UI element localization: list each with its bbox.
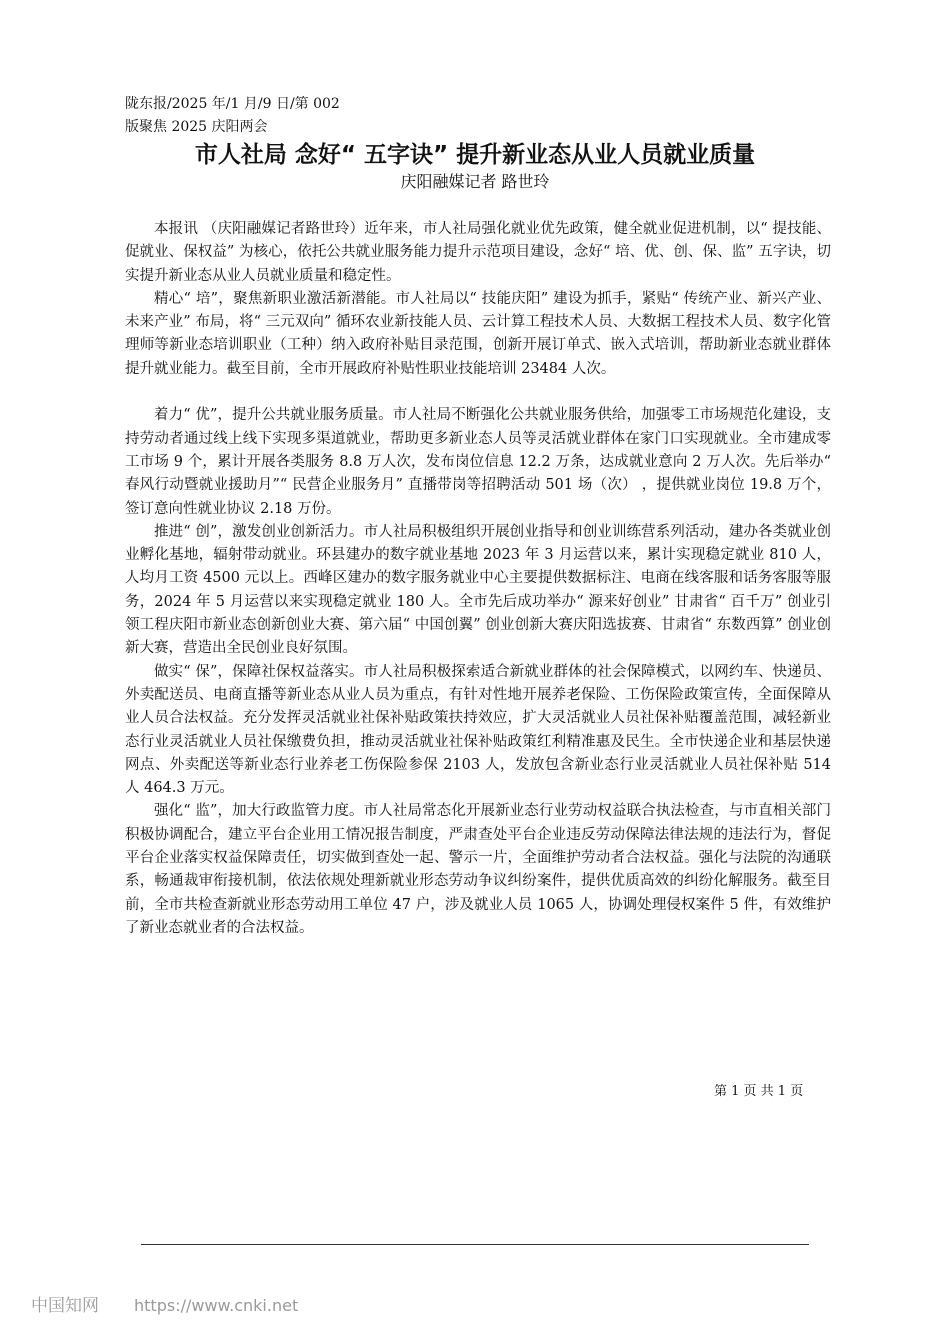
paragraph-pei: 精心“ 培”，聚焦新职业激活新潜能。市人社局以“ 技能庆阳” 建设为抓手，紧贴“ 传统产业、新兴产业、未来产业” 布局，将“ 三元双向” 循环农业新技能人员、云计算工程技术人员、大数据工程技术人员、数字化管理师等新业态培训职业（工种）纳入政府补贴目录范围，创新开展订单式、嵌入式培训，帮助新业态就业群体提升就业能力。截至目前，全市开展政府补贴性职业技能培训 23484 人次。 [125,290,831,377]
article-title: 市人社局 念好“ 五字诀” 提升新业态从业人员就业质量 [194,142,756,168]
cnki-logo: 中国知网 [31,1296,99,1316]
article-byline: 庆阳融媒记者 路世玲 [400,172,550,191]
footer-divider [141,1244,809,1245]
article-body [125,218,831,940]
paragraph-you: 着力“ 优”，提升公共就业服务质量。市人社局不断强化公共就业服务供给，加强零工市场规范化建设，支持劳动者通过线上线下实现多渠道就业，帮助更多新业态人员等灵活就业群体在家门口实现就业。全市建成零工市场 9 个，累计开展各类服务 8.8 万人次，发布岗位信息 12.2 万条，达成就业意向 2 万人次。先后举办“ 春风行动暨就业援助月”“ 民营企业服务月” 直播带岗等招聘活动 501 场（次） ，提供就业岗位 19.8 万个，签订意向性就业协议 2.18 万份。 [125,407,831,517]
page-number: 第 1 页 共 1 页 [714,1084,804,1099]
paragraph-bao: 做实“ 保”，保障社保权益落实。市人社局积极探索适合新就业群体的社会保障模式，以网约车、快递员、外卖配送员、电商直播等新业态从业人员为重点，有针对性地开展养老保险、工伤保险政策宣传，全面保障从业人员合法权益。充分发挥灵活就业社保补贴政策扶持效应，扩大灵活就业人员社保补贴覆盖范围，减轻新业态行业灵活就业人员社保缴费负担，推动灵活就业社保补贴政策红利精准惠及民生。全市快递企业和基层快递网点、外卖配送等新业态行业养老工伤保险参保 2103 人，发放包含新业态行业灵活就业人员社保补贴 514 人 464.3 万元。 [125,663,831,797]
paragraph-intro: 本报讯 （庆阳融媒记者路世玲）近年来，市人社局强化就业优先政策，健全就业促进机制，以“ 提技能、促就业、保权益” 为核心，依托公共就业服务能力提升示范项目建设，念好“ 培、优、创、保、监” 五字诀，切实提升新业态从业人员就业质量和稳定性。 [125,221,831,284]
paragraph-jian: 强化“ 监”，加大行政监管力度。市人社局常态化开展新业态行业劳动权益联合执法检查，与市直相关部门积极协调配合，建立平台企业用工情况报告制度，严肃查处平台企业违反劳动保障法律法规的违法行为，督促平台企业落实权益保障责任，切实做到查处一起、警示一片，全面维护劳动者合法权益。强化与法院的沟通联系，畅通裁审衔接机制，依法依规处理新就业形态劳动争议纠纷案件，提供优质高效的纠纷化解服务。截至目前，全市共检查新就业形态劳动用工单位 47 户，涉及就业人员 1065 人，协调处理侵权案件 5 件，有效维护了新业态就业者的合法权益。 [125,803,831,936]
issue-line-column: 版聚焦 2025 庆阳两会 [125,119,268,135]
paragraph-chuang: 推进“ 创”，激发创业创新活力。市人社局积极组织开展创业指导和创业训练营系列活动，建办各类就业创业孵化基地，辐射带动就业。环县建办的数字就业基地 2023 年 3 月运营以来，累计实现稳定就业 810 人，人均月工资 4500 元以上。西峰区建办的数字服务就业中心主要提供数据标注、电商在线客服和话务客服等服务，2024 年 5 月运营以来实现稳定就业 180 人。全市先后成功举办“ 源来好创业” 甘肃省“ 百千万” 创业引领工程庆阳市新业态创新创业大赛、第六届“ 中国创翼” 创业创新大赛庆阳选拔赛、甘肃省“ 东数西算” 创业创新大赛，营造出全民创业良好氛围。 [125,523,831,657]
issue-line-date: 陇东报/2025 年/1 月/9 日/第 002 [125,96,340,112]
source-url-link[interactable]: https://www.cnki.net [134,1296,299,1315]
